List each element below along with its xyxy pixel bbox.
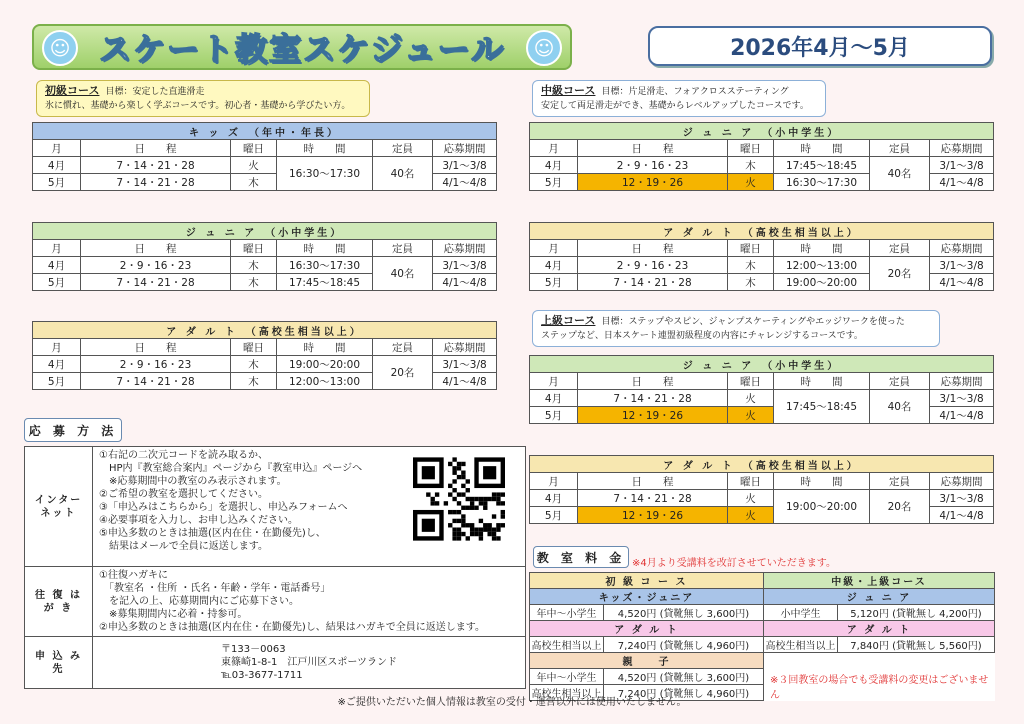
table-cell: 20名 (373, 356, 433, 390)
postcard-label: 往 復 は が き (25, 567, 93, 637)
table-cell: 40名 (870, 390, 930, 424)
column-header: 時 間 (774, 373, 870, 390)
schedule-table (32, 321, 497, 390)
table-cell: 4月 (33, 157, 81, 174)
column-header: 日 程 (578, 373, 728, 390)
table-cell: 5月 (33, 373, 81, 390)
column-header: 日 程 (81, 140, 231, 157)
column-header: 曜日 (728, 140, 774, 157)
schedule-table (529, 222, 994, 291)
column-header: 定員 (870, 373, 930, 390)
column-header: 月 (33, 140, 81, 157)
table-cell: 16:30～17:30 (277, 157, 373, 191)
fee-cell: 小中学生 (764, 605, 838, 621)
address-text (221, 643, 397, 682)
table-cell: 5月 (530, 507, 578, 524)
fee-cell: 年中～小学生 (530, 605, 604, 621)
table-cell: 火 (728, 174, 774, 191)
table-cell: 16:30～17:30 (277, 257, 373, 274)
column-header: 応募期間 (930, 140, 994, 157)
schedule-table (32, 122, 497, 191)
column-header: 曜日 (728, 240, 774, 257)
course-goal: 目標：片足滑走、フォアクロスステーティング (601, 87, 789, 97)
table-cell: 40名 (373, 257, 433, 291)
table-cell: 12・19・26 (578, 174, 728, 191)
table-cell: 3/1～3/8 (433, 257, 497, 274)
fee-cell: 高校生相当以上 (764, 637, 838, 653)
schedule-table (529, 122, 994, 191)
table-cell: 4/1～4/8 (930, 174, 994, 191)
schedule-table (529, 355, 994, 424)
column-header: 月 (530, 240, 578, 257)
fee-sub-adult: ア ダ ル ト (764, 621, 995, 637)
table-cell: 3/1～3/8 (930, 257, 994, 274)
table-row (530, 390, 994, 407)
table-cell: 19:00～20:00 (774, 490, 870, 524)
column-header: 定員 (373, 140, 433, 157)
column-header: 定員 (373, 339, 433, 356)
table-cell: 5月 (530, 174, 578, 191)
text-line: 結果はメールで全員に返送します。 (99, 541, 268, 552)
column-header: 日 程 (578, 240, 728, 257)
privacy-footer: ※ご提供いただいた個人情報は教室の受付・運営以外には使用いたしません。 (337, 697, 687, 708)
column-header: 曜日 (231, 140, 277, 157)
column-header: 曜日 (231, 339, 277, 356)
table-cell: 7・14・21・28 (578, 490, 728, 507)
fee-cell: 4,520円 (貸靴無し 3,600円) (604, 669, 764, 685)
table-row (33, 257, 497, 274)
table-cell: 5月 (33, 274, 81, 291)
table-cell: 17:45～18:45 (774, 390, 870, 424)
fee-cell: 高校生相当以上 (530, 685, 604, 701)
period-box (648, 26, 992, 66)
fee-cell: 高校生相当以上 (530, 637, 604, 653)
qr-code-icon[interactable] (413, 457, 505, 541)
column-header: 月 (530, 373, 578, 390)
table-cell: 12・19・26 (578, 507, 728, 524)
advanced-course-box (532, 310, 940, 347)
column-header: 応募期間 (930, 373, 994, 390)
table-cell: 5月 (530, 407, 578, 424)
column-header: 定員 (373, 240, 433, 257)
column-header: 曜日 (728, 373, 774, 390)
table-caption: ア ダ ル ト （高校生相当以上） (530, 223, 994, 240)
table-cell: 木 (728, 257, 774, 274)
beginner-course-box (36, 80, 370, 117)
table-cell: 17:45～18:45 (774, 157, 870, 174)
table-cell: 7・14・21・28 (81, 174, 231, 191)
fee-sub-junior: ジ ュ ニ ア (764, 589, 995, 605)
table-cell: 20名 (870, 257, 930, 291)
table-caption: ア ダ ル ト （高校生相当以上） (530, 456, 994, 473)
table-cell: 7・14・21・28 (81, 373, 231, 390)
fee-cell: 7,240円 (貸靴無し 4,960円) (604, 637, 764, 653)
course-name: 上級コース (541, 314, 596, 327)
table-cell: 火 (728, 507, 774, 524)
table-cell: 19:00～20:00 (277, 356, 373, 373)
table-cell: 7・14・21・28 (578, 274, 728, 291)
table-cell: 2・9・16・23 (578, 257, 728, 274)
column-header: 応募期間 (433, 140, 497, 157)
table-cell: 2・9・16・23 (81, 356, 231, 373)
table-cell: 5月 (33, 174, 81, 191)
table-caption: ア ダ ル ト （高校生相当以上） (33, 322, 497, 339)
table-cell: 2・9・16・23 (81, 257, 231, 274)
table-row (530, 257, 994, 274)
course-goal: 目標：安定した直進滑走 (105, 87, 205, 97)
text-line: ※募集期間内に必着・持参可。 (99, 609, 248, 620)
table-cell: 木 (231, 174, 277, 191)
table-cell: 40名 (373, 157, 433, 191)
table-cell: 火 (231, 157, 277, 174)
column-header: 月 (530, 140, 578, 157)
page-title: スケート教室スケジュール (98, 30, 506, 68)
column-header: 時 間 (774, 140, 870, 157)
column-header: 日 程 (81, 240, 231, 257)
table-row (33, 356, 497, 373)
text-line: ⑤申込多数のときは抽選(区内在住・在勤優先)し、 (99, 528, 326, 539)
table-cell: 40名 (870, 157, 930, 191)
column-header: 日 程 (578, 473, 728, 490)
mascot-icon: ☺ (526, 30, 562, 66)
table-cell: 木 (728, 274, 774, 291)
text-line: を記入の上、応募期間内にご応募下さい。 (99, 596, 299, 607)
table-cell: 4月 (33, 356, 81, 373)
table-cell: 12:00～13:00 (774, 257, 870, 274)
table-cell: 火 (728, 490, 774, 507)
table-cell: 木 (231, 257, 277, 274)
column-header: 定員 (870, 140, 930, 157)
column-header: 時 間 (277, 240, 373, 257)
column-header: 応募期間 (433, 339, 497, 356)
title-banner (32, 24, 572, 70)
fee-header-beginner: 初 級 コ ー ス (530, 573, 764, 589)
table-cell: 7・14・21・28 (81, 274, 231, 291)
fee-cell: 5,120円 (貸靴無し 4,200円) (838, 605, 995, 621)
table-cell: 3/1～3/8 (930, 490, 994, 507)
text-line: ②申込多数のときは抽選(区内在住・在勤優先)し、結果はハガキで全員に返送します。 (99, 622, 485, 633)
fee-table (529, 572, 995, 701)
mascot-icon: ☺ (42, 30, 78, 66)
course-desc: ステップなど、日本スケート連盟初級程度の内容にチャレンジするコースです。 (541, 331, 863, 341)
fee-cell: 年中～小学生 (530, 669, 604, 685)
text-line: ④必要事項を入力し、お申し込みください。 (99, 515, 298, 526)
text-line: HP内『教室総合案内』ページから『教室申込』ページへ (99, 463, 363, 474)
table-cell: 7・14・21・28 (81, 157, 231, 174)
table-cell: 3/1～3/8 (433, 157, 497, 174)
column-header: 曜日 (728, 473, 774, 490)
column-header: 日 程 (81, 339, 231, 356)
intermediate-course-box (532, 80, 826, 117)
table-cell: 火 (728, 390, 774, 407)
fee-header-upper: 中級・上級コース (764, 573, 995, 589)
table-cell: 4月 (530, 390, 578, 407)
table-cell: 5月 (530, 274, 578, 291)
table-caption: ジ ュ ニ ア （小中学生） (530, 123, 994, 140)
table-cell: 3/1～3/8 (930, 157, 994, 174)
table-cell: 17:45～18:45 (277, 274, 373, 291)
table-row (33, 157, 497, 174)
fee-cell: 4,520円 (貸靴無し 3,600円) (604, 605, 764, 621)
table-cell: 4/1～4/8 (433, 373, 497, 390)
table-caption: ジ ュ ニ ア （小中学生） (530, 356, 994, 373)
course-desc: 氷に慣れ、基礎から楽しく学ぶコースです。初心者・基礎から学びたい方。 (45, 101, 351, 111)
table-caption: キ ッ ズ （年中・年長） (33, 123, 497, 140)
fee-sub-kids-junior: キッズ・ジュニア (530, 589, 764, 605)
text-line: ①往復ハガキに (99, 570, 168, 581)
period-text: 2026年4月～5月 (730, 35, 910, 61)
course-desc: 安定して両足滑走ができ、基礎からレベルアップしたコースです。 (541, 101, 809, 111)
table-cell: 4月 (530, 490, 578, 507)
fee-note-2: ※３回教室の場合でも受講料の変更はございません (770, 674, 989, 701)
text-line: ①右記の二次元コードを読み取るか、 (99, 450, 268, 461)
text-line: ※応募期間中の教室のみ表示されます。 (99, 476, 287, 487)
address-label: 申 込 み 先 (25, 637, 93, 689)
column-header: 応募期間 (433, 240, 497, 257)
fee-section-label: 教 室 料 金 (533, 546, 629, 568)
text-line: 東篠崎1-8-1 江戸川区スポーツランド (221, 657, 397, 668)
course-name: 初級コース (45, 84, 100, 97)
table-cell: 4/1～4/8 (930, 407, 994, 424)
table-row (530, 490, 994, 507)
schedule-table (32, 222, 497, 291)
table-cell: 7・14・21・28 (578, 390, 728, 407)
table-cell: 2・9・16・23 (578, 157, 728, 174)
table-cell: 16:30～17:30 (774, 174, 870, 191)
column-header: 時 間 (774, 473, 870, 490)
schedule-table (529, 455, 994, 524)
table-cell: 12・19・26 (578, 407, 728, 424)
table-row (530, 157, 994, 174)
table-cell: 20名 (870, 490, 930, 524)
table-caption: ジ ュ ニ ア （小中学生） (33, 223, 497, 240)
column-header: 曜日 (231, 240, 277, 257)
text-line: ℡03-3677-1711 (221, 670, 303, 681)
table-cell: 4/1～4/8 (433, 174, 497, 191)
apply-section-label: 応 募 方 法 (24, 418, 122, 442)
fee-cell: 7,240円 (貸靴無し 4,960円) (604, 685, 764, 701)
text-line: ③「申込みはこちらから」を選択し、申込みフォームへ (99, 502, 348, 513)
table-cell: 4月 (530, 257, 578, 274)
table-cell: 4/1～4/8 (930, 507, 994, 524)
column-header: 月 (530, 473, 578, 490)
table-cell: 4月 (33, 257, 81, 274)
column-header: 時 間 (774, 240, 870, 257)
column-header: 日 程 (578, 140, 728, 157)
fee-note: ※4月より受講料を改訂させていただきます。 (632, 558, 836, 569)
column-header: 定員 (870, 240, 930, 257)
fee-sub-adult: ア ダ ル ト (530, 621, 764, 637)
course-goal: 目標：ステップやスピン、ジャンプスケーティングやエッジワークを使った (601, 317, 905, 327)
table-cell: 3/1～3/8 (930, 390, 994, 407)
text-line: ②ご希望の教室を選択してください。 (99, 489, 268, 500)
postcard-text (99, 569, 519, 634)
fee-cell: 7,840円 (貸靴無し 5,560円) (838, 637, 995, 653)
column-header: 応募期間 (930, 240, 994, 257)
table-cell: 木 (728, 157, 774, 174)
column-header: 月 (33, 339, 81, 356)
table-cell: 3/1～3/8 (433, 356, 497, 373)
table-cell: 19:00～20:00 (774, 274, 870, 291)
column-header: 時 間 (277, 140, 373, 157)
table-cell: 木 (231, 356, 277, 373)
table-cell: 木 (231, 373, 277, 390)
column-header: 時 間 (277, 339, 373, 356)
fee-sub-parent: 親 子 (530, 653, 764, 669)
table-cell: 4/1～4/8 (433, 274, 497, 291)
column-header: 応募期間 (930, 473, 994, 490)
apply-table (24, 446, 526, 689)
text-line: 〒133－0063 (221, 644, 286, 655)
table-cell: 火 (728, 407, 774, 424)
table-cell: 4月 (530, 157, 578, 174)
course-name: 中級コース (541, 84, 596, 97)
table-cell: 4/1～4/8 (930, 274, 994, 291)
table-cell: 12:00～13:00 (277, 373, 373, 390)
table-cell: 木 (231, 274, 277, 291)
column-header: 定員 (870, 473, 930, 490)
internet-label: インターネット (25, 447, 93, 567)
text-line: 「教室名 ・住所 ・氏名・年齢・学年・電話番号」 (99, 583, 331, 594)
column-header: 月 (33, 240, 81, 257)
